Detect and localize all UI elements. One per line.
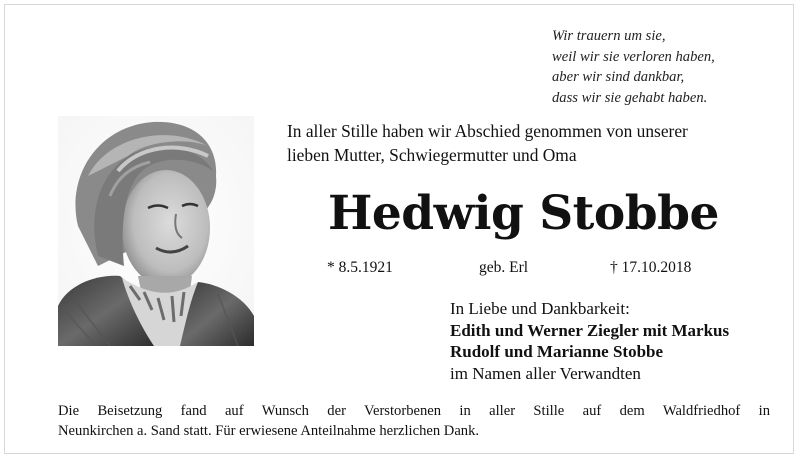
birth-name: geb. Erl <box>479 259 529 276</box>
birth-date: * 8.5.1921 <box>327 259 393 276</box>
burial-note <box>58 401 770 441</box>
intro-line: In aller Stille haben wir Abschied genommen von unserer <box>287 121 688 141</box>
poem-line: aber wir sind dankbar, <box>552 69 685 85</box>
mourners-heading: In Liebe und Dankbarkeit: <box>450 299 630 318</box>
poem-line: weil wir sie verloren haben, <box>552 48 715 65</box>
mourners-block <box>450 298 790 385</box>
poem-line: Wir trauern um sie, <box>552 28 666 44</box>
intro-text <box>287 119 757 167</box>
burial-line: Neunkirchen a. Sand statt. Für erwiesene Anteilnahme herzlichen Dank. <box>58 423 480 439</box>
mourners-closing: im Namen aller Verwandten <box>450 364 641 384</box>
mourner-names: Rudolf und Marianne Stobbe <box>450 342 664 362</box>
memorial-poem <box>552 26 782 108</box>
portrait-photo <box>58 116 254 346</box>
intro-line: lieben Mutter, Schwiegermutter und Oma <box>287 145 577 165</box>
poem-line: dass wir sie gehabt haben. <box>552 89 708 106</box>
burial-line: Die Beisetzung fand auf Wunsch der Verstorbenen in aller Stille auf dem Waldfriedhof in <box>58 403 770 419</box>
mourner-names: Edith und Werner Ziegler mit Markus <box>450 320 730 340</box>
death-date: † 17.10.2018 <box>610 259 692 276</box>
deceased-name: Hedwig Stobbe <box>328 186 719 241</box>
